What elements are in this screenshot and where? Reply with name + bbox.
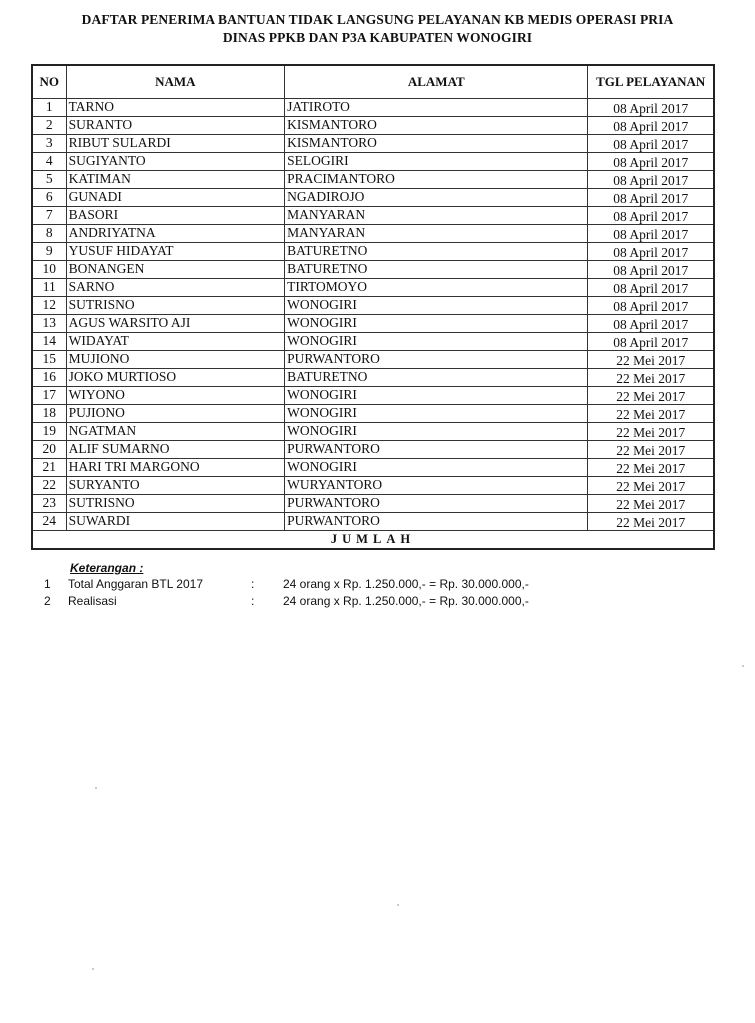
cell-nama: SARNO (66, 279, 285, 297)
cell-tgl-pelayanan: 22 Mei 2017 (588, 423, 714, 441)
cell-alamat: WONOGIRI (285, 297, 588, 315)
cell-nama: YUSUF HIDAYAT (66, 243, 285, 261)
table-row (32, 315, 714, 333)
cell-tgl-pelayanan: 08 April 2017 (588, 135, 714, 153)
cell-nama: MUJIONO (66, 351, 285, 369)
table-row (32, 243, 714, 261)
cell-no: 19 (32, 423, 66, 441)
cell-no: 4 (32, 153, 66, 171)
cell-no: 12 (32, 297, 66, 315)
cell-alamat: NGADIROJO (285, 189, 588, 207)
cell-nama: ANDRIYATNA (66, 225, 285, 243)
table-row (32, 261, 714, 279)
notes-heading: Keterangan : (70, 561, 144, 575)
cell-tgl-pelayanan: 08 April 2017 (588, 225, 714, 243)
notes-item-value: 24 orang x Rp. 1.250.000,- = Rp. 30.000.000,- (283, 577, 529, 591)
cell-tgl-pelayanan: 22 Mei 2017 (588, 495, 714, 513)
cell-nama: WIDAYAT (66, 333, 285, 351)
cell-tgl-pelayanan: 22 Mei 2017 (588, 513, 714, 531)
cell-nama: SUWARDI (66, 513, 285, 531)
document-subtitle: DINAS PPKB DAN P3A KABUPATEN WONOGIRI (222, 30, 533, 45)
cell-alamat: WURYANTORO (285, 477, 588, 495)
cell-nama: WIYONO (66, 387, 285, 405)
cell-no: 17 (32, 387, 66, 405)
cell-nama: PUJIONO (66, 405, 285, 423)
table-row (32, 99, 714, 117)
header-nama: NAMA (66, 65, 285, 99)
scan-speck (92, 968, 94, 970)
table-row (32, 225, 714, 243)
cell-no: 18 (32, 405, 66, 423)
cell-no: 13 (32, 315, 66, 333)
table-row (32, 441, 714, 459)
table-row (32, 351, 714, 369)
table-row (32, 117, 714, 135)
table-row (32, 369, 714, 387)
cell-alamat: JATIROTO (285, 99, 588, 117)
cell-tgl-pelayanan: 08 April 2017 (588, 279, 714, 297)
header-no: NO (32, 65, 66, 99)
cell-tgl-pelayanan: 22 Mei 2017 (588, 459, 714, 477)
notes-item-colon: : (251, 577, 255, 591)
cell-alamat: PURWANTORO (285, 351, 588, 369)
cell-alamat: PRACIMANTORO (285, 171, 588, 189)
header-tgl-pelayanan: TGL PELAYANAN (588, 65, 714, 99)
scan-speck (397, 904, 399, 906)
table-row (32, 387, 714, 405)
recipient-table (31, 64, 715, 550)
cell-no: 11 (32, 279, 66, 297)
cell-tgl-pelayanan: 08 April 2017 (588, 297, 714, 315)
cell-nama: NGATMAN (66, 423, 285, 441)
cell-tgl-pelayanan: 22 Mei 2017 (588, 405, 714, 423)
cell-no: 23 (32, 495, 66, 513)
cell-no: 21 (32, 459, 66, 477)
cell-nama: HARI TRI MARGONO (66, 459, 285, 477)
table-row (32, 171, 714, 189)
cell-tgl-pelayanan: 22 Mei 2017 (588, 369, 714, 387)
cell-nama: GUNADI (66, 189, 285, 207)
cell-alamat: SELOGIRI (285, 153, 588, 171)
cell-tgl-pelayanan: 08 April 2017 (588, 189, 714, 207)
table-row (32, 333, 714, 351)
cell-no: 14 (32, 333, 66, 351)
cell-no: 1 (32, 99, 66, 117)
cell-alamat: TIRTOMOYO (285, 279, 588, 297)
total-label: JUMLAH (32, 531, 714, 550)
notes-item-number: 2 (44, 594, 51, 608)
cell-tgl-pelayanan: 08 April 2017 (588, 99, 714, 117)
cell-nama: ALIF SUMARNO (66, 441, 285, 459)
notes-item-number: 1 (44, 577, 51, 591)
cell-nama: SUGIYANTO (66, 153, 285, 171)
table-row (32, 297, 714, 315)
cell-tgl-pelayanan: 22 Mei 2017 (588, 477, 714, 495)
cell-alamat: KISMANTORO (285, 135, 588, 153)
cell-nama: SUTRISNO (66, 495, 285, 513)
cell-tgl-pelayanan: 08 April 2017 (588, 243, 714, 261)
table-row (32, 495, 714, 513)
table-row (32, 135, 714, 153)
cell-tgl-pelayanan: 08 April 2017 (588, 153, 714, 171)
table-row (32, 189, 714, 207)
cell-no: 9 (32, 243, 66, 261)
total-row (32, 531, 714, 550)
table-row (32, 459, 714, 477)
cell-no: 10 (32, 261, 66, 279)
cell-nama: BONANGEN (66, 261, 285, 279)
table-row (32, 423, 714, 441)
cell-no: 24 (32, 513, 66, 531)
cell-alamat: WONOGIRI (285, 405, 588, 423)
cell-nama: KATIMAN (66, 171, 285, 189)
cell-tgl-pelayanan: 08 April 2017 (588, 117, 714, 135)
cell-alamat: BATURETNO (285, 243, 588, 261)
document-title: DAFTAR PENERIMA BANTUAN TIDAK LANGSUNG PELAYANAN KB MEDIS OPERASI PRIA (81, 12, 674, 27)
notes-item-value: 24 orang x Rp. 1.250.000,- = Rp. 30.000.000,- (283, 594, 529, 608)
cell-tgl-pelayanan: 08 April 2017 (588, 333, 714, 351)
cell-no: 8 (32, 225, 66, 243)
cell-alamat: BATURETNO (285, 369, 588, 387)
cell-tgl-pelayanan: 08 April 2017 (588, 315, 714, 333)
cell-alamat: PURWANTORO (285, 495, 588, 513)
cell-alamat: WONOGIRI (285, 387, 588, 405)
notes-item (44, 576, 644, 593)
notes-item-label: Total Anggaran BTL 2017 (68, 577, 203, 591)
cell-tgl-pelayanan: 08 April 2017 (588, 261, 714, 279)
cell-no: 20 (32, 441, 66, 459)
cell-alamat: WONOGIRI (285, 315, 588, 333)
notes-item-colon: : (251, 594, 255, 608)
table-row (32, 279, 714, 297)
cell-no: 16 (32, 369, 66, 387)
cell-alamat: MANYARAN (285, 207, 588, 225)
cell-alamat: MANYARAN (285, 225, 588, 243)
cell-alamat: WONOGIRI (285, 333, 588, 351)
cell-tgl-pelayanan: 08 April 2017 (588, 207, 714, 225)
cell-no: 22 (32, 477, 66, 495)
scan-speck (742, 665, 744, 667)
cell-nama: TARNO (66, 99, 285, 117)
cell-alamat: PURWANTORO (285, 441, 588, 459)
cell-nama: BASORI (66, 207, 285, 225)
table-row (32, 477, 714, 495)
cell-alamat: WONOGIRI (285, 459, 588, 477)
cell-alamat: BATURETNO (285, 261, 588, 279)
cell-alamat: KISMANTORO (285, 117, 588, 135)
header-alamat: ALAMAT (285, 65, 588, 99)
cell-no: 3 (32, 135, 66, 153)
cell-no: 2 (32, 117, 66, 135)
table-header-row (32, 65, 714, 99)
cell-tgl-pelayanan: 08 April 2017 (588, 171, 714, 189)
cell-no: 7 (32, 207, 66, 225)
cell-no: 6 (32, 189, 66, 207)
cell-nama: SURYANTO (66, 477, 285, 495)
cell-tgl-pelayanan: 22 Mei 2017 (588, 351, 714, 369)
table-row (32, 153, 714, 171)
cell-tgl-pelayanan: 22 Mei 2017 (588, 441, 714, 459)
cell-no: 5 (32, 171, 66, 189)
notes-item-label: Realisasi (68, 594, 117, 608)
cell-alamat: WONOGIRI (285, 423, 588, 441)
notes-item (44, 593, 644, 610)
table-row (32, 207, 714, 225)
cell-nama: AGUS WARSITO AJI (66, 315, 285, 333)
cell-nama: SUTRISNO (66, 297, 285, 315)
cell-nama: SURANTO (66, 117, 285, 135)
cell-alamat: PURWANTORO (285, 513, 588, 531)
scan-speck (95, 787, 97, 789)
table-row (32, 513, 714, 531)
table-row (32, 405, 714, 423)
notes-section (44, 561, 644, 610)
cell-tgl-pelayanan: 22 Mei 2017 (588, 387, 714, 405)
cell-no: 15 (32, 351, 66, 369)
cell-nama: RIBUT SULARDI (66, 135, 285, 153)
cell-nama: JOKO MURTIOSO (66, 369, 285, 387)
